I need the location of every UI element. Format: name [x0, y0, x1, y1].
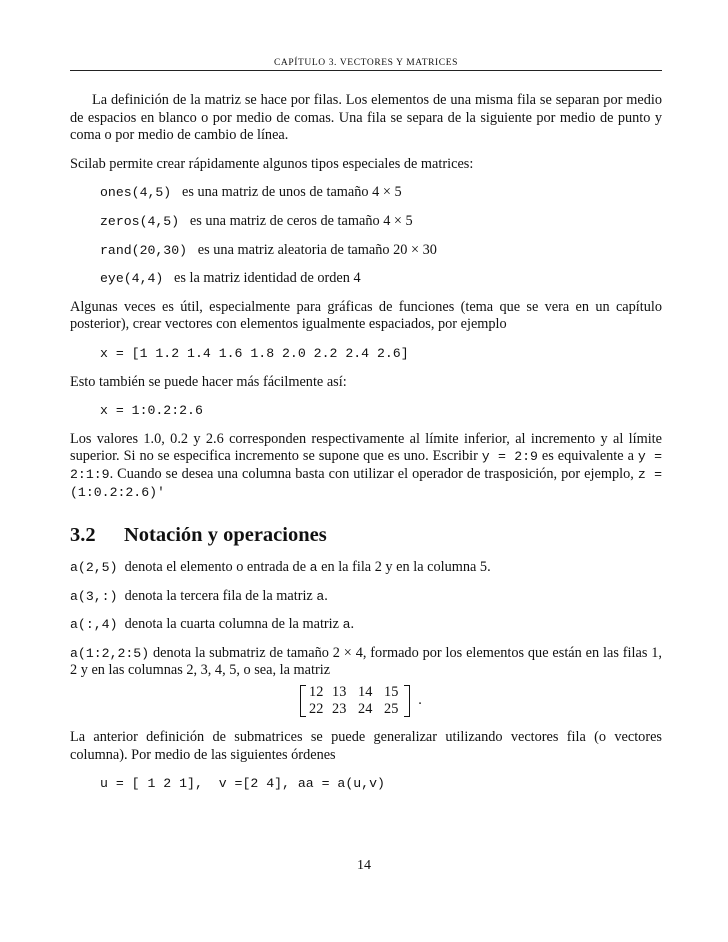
code-rand: rand(20,30) — [100, 242, 188, 258]
text-run: . Cuando se desea una columna basta con utilizar el operador de trasposición, por ejemplo, — [109, 465, 638, 482]
code-submatrix-vectors: u = [ 1 2 1], v =[2 4], aa = a(u,v) — [100, 776, 385, 792]
matrix-cell: 15 — [384, 684, 399, 701]
code-eye: eye(4,4) — [100, 271, 164, 287]
inline-code: a — [309, 560, 318, 576]
page-body — [70, 92, 662, 793]
inline-code: z = (1:0.2:2.6)' — [70, 466, 662, 500]
matrix-cell: 23 — [332, 701, 347, 718]
matrix-brackets — [300, 684, 410, 718]
text-run: es equivalente a — [537, 448, 638, 465]
inline-code: a(1:2,2:5) — [70, 645, 150, 661]
special-matrix-item — [100, 184, 662, 202]
notation-item — [70, 616, 662, 634]
text-run: denota el elemento o entrada de — [124, 559, 310, 576]
matrix-cell: 24 — [358, 701, 373, 718]
section-heading — [70, 523, 662, 547]
inline-code: a(2,5) — [70, 560, 118, 576]
running-head: CAPÍTULO 3. VECTORES Y MATRICES — [273, 58, 459, 68]
matrix-cell: 22 — [309, 701, 324, 718]
inline-code: a(3,:) — [70, 588, 118, 604]
item-description: es la matriz identidad de orden 4 — [174, 270, 361, 287]
item-description: es una matriz de ceros de tamaño 4 × 5 — [189, 212, 413, 229]
notation-item — [70, 559, 662, 577]
matrix-period: . — [418, 692, 422, 709]
matrix-cell: 25 — [384, 701, 399, 718]
inline-code: a(:,4) — [70, 617, 118, 633]
matrix-cell: 12 — [309, 684, 324, 701]
section-number: 3.2 — [70, 524, 96, 547]
page-number: 14 — [357, 858, 371, 873]
special-matrix-item — [100, 242, 662, 260]
notation-item — [70, 588, 662, 606]
text-run: denota la cuarta columna de la matriz — [124, 616, 343, 633]
text-run: denota la submatriz de tamaño 2 × 4, formado por los elementos que están en las filas 1, 2 y en las columnas 2, 3, 4, 5, o sea, la matriz — [70, 644, 662, 679]
special-matrix-item — [100, 213, 662, 231]
inline-code: a — [342, 617, 351, 633]
code-zeros: zeros(4,5) — [100, 213, 180, 229]
code-x-range: x = 1:0.2:2.6 — [100, 403, 203, 419]
generalize-paragraph: La anterior definición de submatrices se puede generalizar utilizando vectores fila (o vectores columna). Por medio de las siguientes órdenes — [70, 729, 662, 763]
text-run: en la fila 2 y en la columna 5. — [317, 559, 491, 576]
matrix-row — [306, 684, 404, 701]
range-values-paragraph — [70, 431, 662, 501]
code-ones: ones(4,5) — [100, 185, 172, 201]
easier-sentence: Esto también se puede hacer más fácilmente así: — [70, 373, 347, 390]
section-title: Notación y operaciones — [124, 524, 327, 547]
matrix-row — [306, 701, 404, 718]
item-description: es una matriz aleatoria de tamaño 20 × 30 — [197, 241, 437, 258]
inline-code: y = 2:1:9 — [70, 449, 662, 482]
code-x-list: x = [1 1.2 1.4 1.6 1.8 2.0 2.2 2.4 2.6] — [100, 345, 409, 361]
code-line — [100, 345, 662, 363]
special-matrix-item — [100, 270, 662, 288]
inline-code: y = 2:9 — [481, 449, 538, 465]
special-matrices-intro: Scilab permite crear rápidamente algunos tipos especiales de matrices: — [70, 155, 474, 172]
code-line — [100, 402, 662, 420]
display-matrix — [60, 684, 662, 718]
text-run: . — [350, 616, 355, 633]
matrix-cell: 13 — [332, 684, 347, 701]
text-run: Los valores 1.0, 0.2 y 2.6 corresponden respectivamente al límite inferior, al incremento y al límite superior. Si no se especifica incremento se supone que es uno. Escribir — [70, 430, 662, 465]
text-run: denota la tercera fila de la matriz — [124, 587, 317, 604]
code-line — [100, 775, 662, 793]
inline-code: a — [316, 588, 325, 604]
header-rule — [70, 70, 662, 71]
matrix-cell: 14 — [358, 684, 373, 701]
spaced-vectors-paragraph: Algunas veces es útil, especialmente para gráficas de funciones (tema que se vera en un capítulo posterior), crear vectores con elementos igualmente espaciados, por ejemplo — [70, 298, 662, 333]
text-run: . — [324, 587, 328, 604]
matrix-definition-paragraph: La definición de la matriz se hace por filas. Los elementos de una misma fila se separan por medio de espacios en blanco o por medio de comas. Una fila se separa de la siguiente por medio de punto y coma o por medio de cambio de línea. — [70, 92, 662, 144]
item-description: es una matriz de unos de tamaño 4 × 5 — [181, 184, 402, 201]
submatrix-paragraph — [70, 645, 662, 680]
